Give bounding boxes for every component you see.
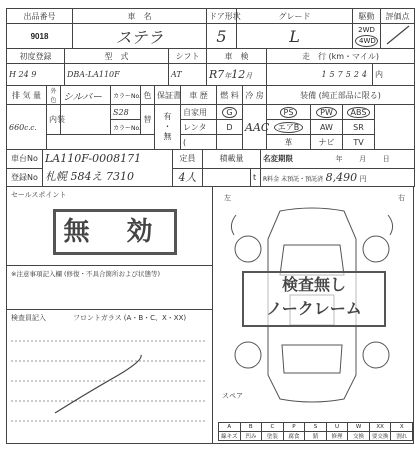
- interior-color-no-label: カラーNo.: [111, 120, 141, 135]
- color-suffix: 色: [141, 86, 155, 105]
- fuel-label: 燃 料: [217, 86, 243, 105]
- left-panel: [7, 187, 213, 443]
- auction-sheet: [6, 8, 414, 444]
- inspection-value: R7年12月: [207, 64, 267, 86]
- drive-label: 駆動: [353, 9, 381, 24]
- type-label: 型 式: [65, 49, 169, 64]
- sales-points-label: セールスポイント: [11, 191, 67, 199]
- chassis-value: LA110F-0008171: [45, 152, 142, 165]
- equip-leather: 革: [267, 135, 311, 150]
- interior-suffix: 替: [141, 105, 155, 135]
- no-inspection-stamp: 検査無し ノークレーム: [242, 271, 386, 327]
- header-table: [6, 8, 415, 49]
- model-value: ステラ: [73, 24, 207, 49]
- spare-label: スペア: [222, 392, 243, 400]
- lot-number: 9018: [7, 24, 73, 49]
- score-label: 評価点: [381, 9, 415, 24]
- equip-navi: ナビ: [311, 135, 343, 150]
- ac-label: 冷 房: [243, 86, 267, 105]
- drive-4wd: 4WD: [355, 35, 378, 47]
- capacity-label: 定員: [173, 150, 203, 169]
- inspection-label: 車 検: [207, 49, 267, 64]
- interior-color-no: S28: [111, 105, 141, 120]
- equip-airbag: エアB: [267, 120, 311, 135]
- capacity-value: 4人: [173, 168, 203, 187]
- right-label: 右: [398, 194, 405, 202]
- void-stamp: 無 効: [53, 209, 177, 255]
- inspector-lines: [7, 325, 212, 443]
- shift-value: AT: [169, 64, 207, 86]
- lower-section: [6, 186, 414, 444]
- registration-label: 車 歴: [181, 86, 217, 105]
- row4-table: [6, 149, 415, 187]
- drive-cell: [353, 24, 381, 49]
- load-unit: t: [251, 168, 261, 187]
- lot-label: 出品番号: [7, 9, 73, 24]
- row3-table: [6, 85, 415, 150]
- row2-table: [6, 48, 415, 86]
- fuel-d: D: [217, 120, 243, 135]
- equip-abs: ABS: [343, 105, 375, 120]
- grade-value: L: [237, 24, 353, 49]
- mileage-label: 走 行 (km・マイル): [267, 49, 415, 64]
- right-panel: [212, 187, 413, 443]
- load-value: [203, 168, 251, 187]
- equip-blank: [375, 105, 415, 150]
- interior-label: 内装: [47, 105, 61, 135]
- recycle-cell: R料金 未預託・預託済 8,490 円: [261, 168, 415, 187]
- model-label: 車 名: [73, 9, 207, 24]
- equip-aw: AW: [311, 120, 343, 135]
- color-label: 外色: [47, 86, 61, 105]
- score-value: [381, 24, 415, 49]
- windshield-label: フロントガラス (A・B・C、X・XX): [73, 314, 187, 322]
- plate-value: 札幌 584え 7310: [45, 170, 134, 183]
- mileage-value: 157524: [267, 64, 373, 86]
- chassis-plate-cell: [43, 150, 173, 187]
- displacement-value: 660c.c.: [7, 105, 47, 150]
- fuel-g: G: [217, 105, 243, 120]
- equip-tv: TV: [343, 135, 375, 150]
- interior-value: [61, 105, 111, 135]
- equip-ps: PS: [267, 105, 311, 120]
- doors-label: ドア形状: [207, 9, 237, 24]
- equip-label: 装備 (純正部品に限る): [267, 86, 415, 105]
- first-reg-label: 初度登録: [7, 49, 65, 64]
- shift-label: シフト: [169, 49, 207, 64]
- equip-pw: PW: [311, 105, 343, 120]
- reg-opt-0: 自家用: [181, 105, 217, 120]
- displacement-label: 排 気 量: [7, 86, 47, 105]
- first-reg-value: H 24 9: [7, 64, 65, 86]
- reg-opt-2: (: [181, 135, 217, 150]
- warranty-opts: 有 ・ 無: [155, 105, 181, 150]
- change-cell: 名変期限 年 月 日: [261, 150, 415, 169]
- damage-codes-table: A B C P S U W XX X 線キズ 凹み 塗装 腐食 錆 修理 交換 要交換 割れ: [218, 422, 413, 441]
- slash-mark-icon: [383, 24, 413, 46]
- ac-value: AAC: [243, 105, 267, 150]
- chassis-label: 車台No: [7, 150, 43, 169]
- color-value: シルバー: [61, 86, 111, 105]
- notes-label: ※注意事項記入欄 (修復・不具合箇所および状態等): [11, 270, 161, 278]
- plate-label: 登録No: [7, 168, 43, 187]
- mileage-side: 内: [373, 64, 415, 86]
- interior-blank: [47, 135, 155, 150]
- reg-opt-1: レンタ: [181, 120, 217, 135]
- drive-2wd: 2WD: [358, 26, 375, 34]
- type-value: DBA-LA110F: [65, 64, 169, 86]
- warranty-label: 保証書: [155, 86, 181, 105]
- doors-value: 5: [207, 24, 237, 49]
- load-label: 積載量: [203, 150, 261, 169]
- inspector-label: 検査員記入: [11, 314, 46, 322]
- grade-label: グレード: [237, 9, 353, 24]
- fuel-blank: [217, 135, 243, 150]
- color-no: カラーNo.: [111, 86, 141, 105]
- equip-sr: SR: [343, 120, 375, 135]
- left-label: 左: [224, 194, 231, 202]
